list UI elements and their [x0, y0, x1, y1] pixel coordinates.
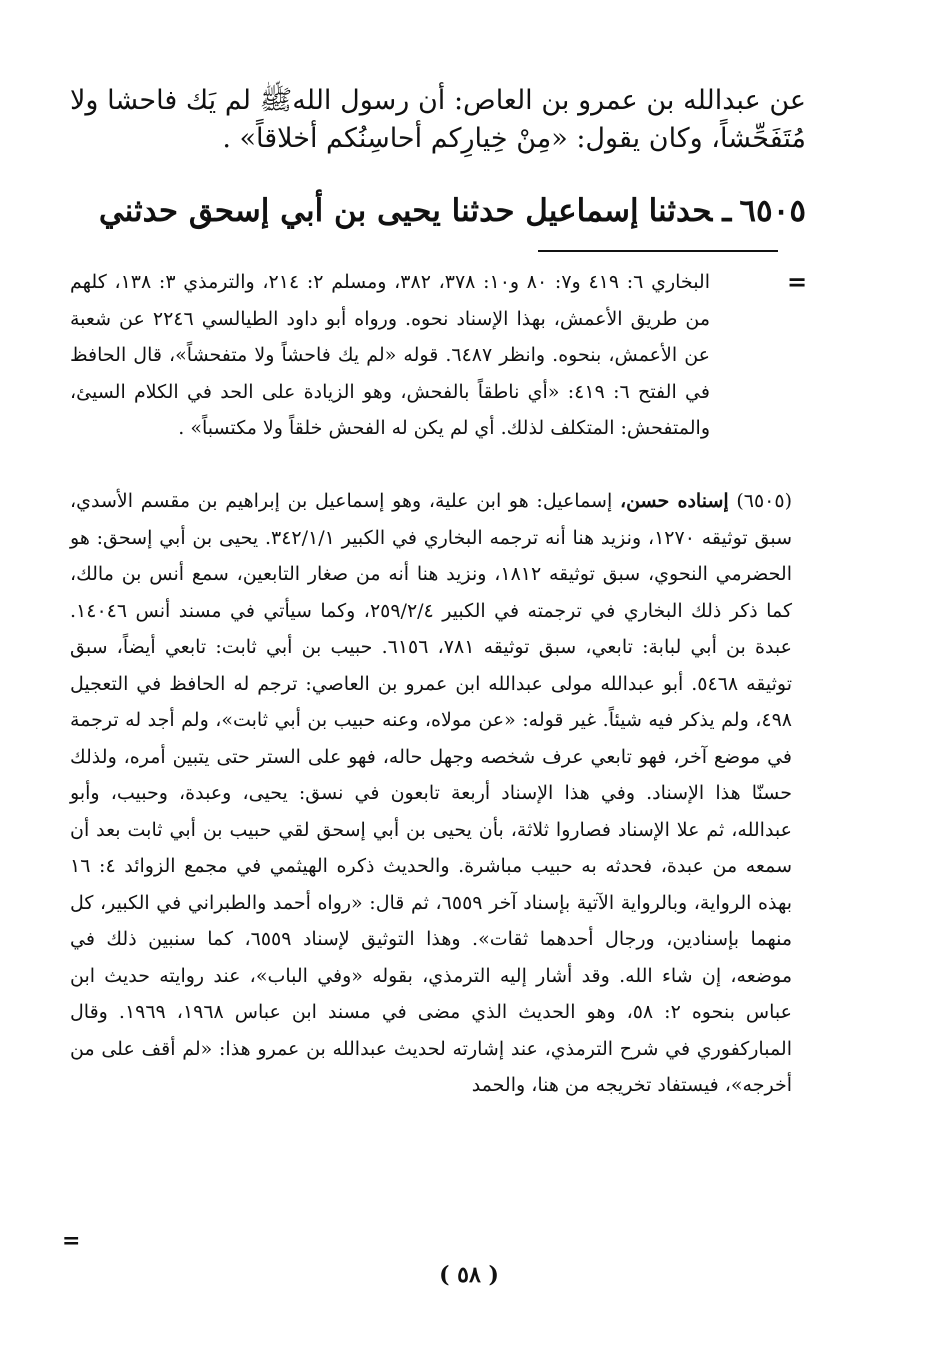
hadith-chain: إسماعيل حدثنا يحيى بن أبي إسحق حدثني — [98, 193, 639, 229]
page-number: ( ٥٨ ) — [439, 1262, 499, 1288]
footnote-previous: البخاري ٦: ٤١٩ و٧: ٨٠ و١٠: ٣٧٨، ٣٨٢، ومسلم ٢: ٢١٤، والترمذي ٣: ١٣٨، كلهم من طريق الأعمش، بهذا الإسناد نحوه. ورواه أبو داود الطيالسي ٢٢٤٦ عن شعبة عن الأعمش، بنحوه. وانظر ٦٤٨٧. قوله «لم يك فاحشاً ولا متفحشاً»، قال الحافظ في الفتح ٦: ٤١٩: «أي ناطقاً بالفحش، وهو الزيادة على الحد في الكلام السيئ، والمتفحش: المتكلف لذلك. أي لم يكن له الفحش خلقاً ولا مكتسباً» . — [70, 271, 711, 439]
main-paragraph: عن عبدالله بن عمرو بن العاص: أن رسول اللهﷺ لم يَك فاحشا ولا مُتَفَحِّشاً، وكان يقول: «مِنْ خِيارِكم أحاسِنُكم أخلاقاً» . — [70, 85, 806, 154]
footnote-continuation-mark: = — [787, 267, 808, 296]
footnote-grade: إسناده حسن، — [619, 490, 729, 512]
footnotes — [70, 264, 793, 1096]
footnote-end-mark: = — [62, 1228, 81, 1254]
hadith-number: ٦٥٠٥ — [739, 193, 806, 229]
footnote-body: إسماعيل: هو ابن علية، وهو إسماعيل بن إبراهيم بن مقسم الأسدي، سبق توثيقه ١٢٧٠، ونزيد هنا أنه ترجمه البخاري في الكبير ٣٤٢/١/١. يحيى بن أبي إسحق: هو الحضرمي النحوي، سبق توثيقه ١٨١٢، ونزيد هنا أنه من صغار التابعين، سمع أنس بن مالك، كما ذكر ذلك البخاري في ترجمته في الكبير ٢٥٩/٢/٤، وكما سيأتي في مسند أنس ١٤٠٤٦. عبدة بن أبي لبابة: تابعي، سبق توثيقه ٧٨١، ٦١٥٦. حبيب بن أبي ثابت: تابعي أيضاً، سبق توثيقه ٥٤٦٨. أبو عبدالله مولى عبدالله ابن عمرو بن العاصي: ترجم له الحافظ في التعجيل ٤٩٨، ولم يذكر فيه شيئاً. غير قوله: «عن مولاه، وعنه حبيب بن أبي ثابت»، ولم أجد له ترجمة في موضع آخر، فهو تابعي عرف شخصه وجهل حاله، فهو على الستر حتى يتبين أمره، ولذلك حسنّا هذا الإسناد. وفي هذا الإسناد أربعة تابعون في نسق: يحيى، وعبدة، وحبيب، وأبو عبدالله، ثم علا الإسناد فصاروا ثلاثة، بأن يحيى بن أبي إسحق لقي حبيب بن أبي ثابت بعد أن سمعه من عبدة، فحدثه به حبيب مباشرة. والحديث ذكره الهيثمي في مجمع الزوائد ٤: ١٦ بهذه الرواية، وبالرواية الآتية بإسناد آخر ٦٥٥٩، ثم قال: «رواه أحمد والطبراني في الكبير، كل منهما بإسنادين، ورجال أحدهما ثقات». وهذا التوثيق لإسناد ٦٥٥٩، كما سنبين ذلك في موضعه، إن شاء الله. وقد أشار إليه الترمذي، بقوله «وفي الباب»، عند روايته حديث ابن عباس بنحوه ٢: ٥٨، وهو الحديث الذي مضى في مسند ابن عباس ١٩٦٨، ١٩٦٩. وقال المباركفوري في شرح الترمذي، عند إشارته لحديث عبدالله بن عمرو هذا: «لم أقف على من أخرجه»، فيستفاد تخريجه من هنا، والحمد — [70, 490, 793, 1096]
footnote-separator — [538, 250, 778, 252]
main-hadith-text — [70, 82, 806, 158]
footnote-6505 — [70, 483, 792, 1104]
hadith-heading — [70, 186, 806, 236]
hadith-keyword: حدثنا — [648, 193, 713, 229]
footnote-number: (٦٥٠٥) — [736, 490, 792, 512]
hadith-dash: ـ — [722, 193, 732, 229]
